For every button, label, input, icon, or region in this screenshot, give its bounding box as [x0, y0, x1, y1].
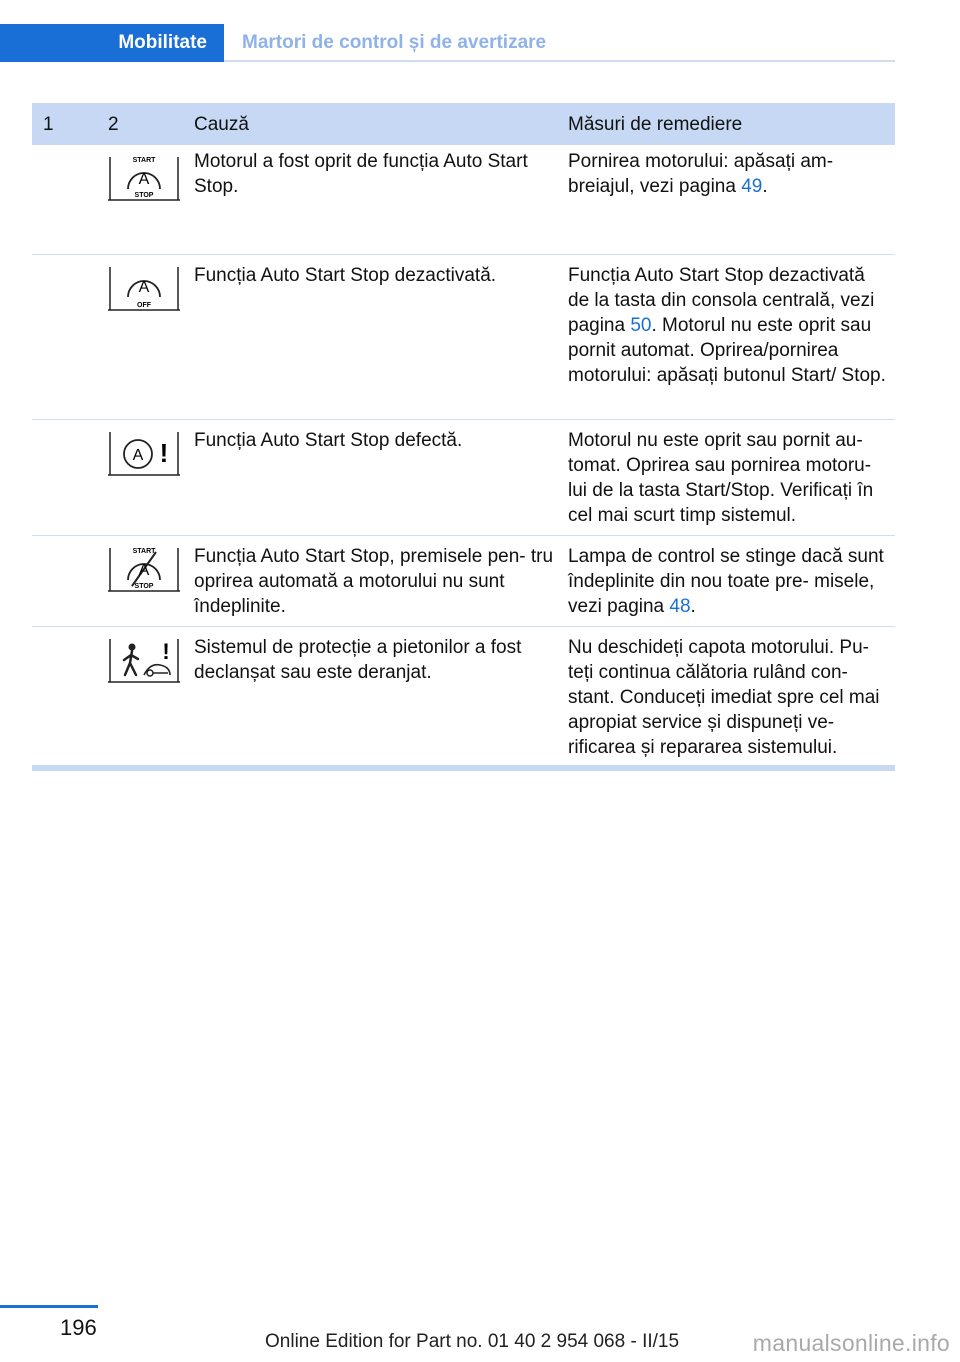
- page-number-rule: [0, 1305, 98, 1308]
- cause-text: Sistemul de protecție a pietonilor a fost declanșat sau este deranjat.: [194, 637, 522, 683]
- svg-text:A: A: [138, 279, 150, 296]
- auto-start-stop-fault-icon: [108, 428, 180, 476]
- page-header: [0, 24, 895, 62]
- table-row: [32, 536, 895, 627]
- svg-text:A: A: [138, 562, 150, 579]
- auto-start-stop-off-icon: [108, 263, 180, 311]
- svg-text:A: A: [132, 447, 144, 464]
- cause-text: Funcția Auto Start Stop dezactivată.: [194, 265, 497, 286]
- svg-text:!: !: [162, 639, 170, 664]
- col-header-1: 1: [43, 114, 54, 135]
- table-row: [32, 145, 895, 255]
- page-link[interactable]: 49: [741, 176, 763, 197]
- cause-text: Motorul a fost oprit de funcția Auto Start Stop.: [194, 151, 528, 197]
- svg-text:OFF: OFF: [137, 302, 151, 309]
- page-link[interactable]: 48: [669, 596, 691, 617]
- remedy-text: Funcția Auto Start Stop dezactivată de la tasta din consola centrală, vezi pagina 50. Motorul nu este oprit sau pornit automat. Oprirea/pornirea motorului: apăsați butonul Start/ Stop.: [568, 265, 886, 386]
- remedy-text: Nu deschideți capota motorului. Pu‐ teți continua călătoria rulând con‐ stant. Conduceți imediat spre cel mai apropiat service și dispuneți ve‐ rificarea și repararea sistemului.: [568, 637, 880, 758]
- pedestrian-protection-icon: [108, 635, 180, 683]
- auto-start-stop-icon: [108, 153, 180, 201]
- col-header-cause: Cauză: [194, 114, 249, 135]
- remedy-text: Lampa de control se stinge dacă sunt îndeplinite din nou toate pre‐ misele, vezi pagina 48.: [568, 546, 884, 617]
- cause-text: Funcția Auto Start Stop, premisele pen‐ tru oprirea automată a motorului nu sunt îndeplinite.: [194, 546, 554, 617]
- table-row: [32, 627, 895, 765]
- auto-start-stop-crossed-icon: [108, 544, 180, 592]
- cause-text: Funcția Auto Start Stop defectă.: [194, 430, 463, 451]
- page-number: 196: [60, 1315, 97, 1340]
- table-row: [32, 255, 895, 420]
- table-header: [32, 103, 895, 145]
- svg-text:START: START: [132, 548, 156, 555]
- watermark: manualsonline.info: [752, 1330, 950, 1356]
- svg-text:!: !: [159, 438, 169, 468]
- table-end-rule: [32, 765, 895, 771]
- svg-text:STOP: STOP: [134, 192, 154, 199]
- page-link[interactable]: 50: [630, 315, 652, 336]
- section-tab[interactable]: Mobilitate: [0, 24, 224, 62]
- col-header-remedy: Măsuri de remediere: [568, 114, 743, 135]
- table-row: [32, 420, 895, 536]
- svg-text:STOP: STOP: [134, 583, 154, 590]
- col-header-2: 2: [108, 114, 119, 135]
- chapter-title[interactable]: Martori de control și de avertizare: [242, 32, 547, 53]
- svg-text:START: START: [132, 157, 156, 164]
- svg-text:A: A: [138, 171, 150, 188]
- header-rule: [224, 60, 895, 62]
- edition-footer: Online Edition for Part no. 01 40 2 954 068 - II/15: [265, 1331, 680, 1352]
- warning-lights-table: [32, 103, 895, 771]
- remedy-text: Motorul nu este oprit sau pornit au‐ tomat. Oprirea sau pornirea motoru‐ lui de la tasta Start/Stop. Verificați în cel mai scurt timp sistemul.: [568, 430, 874, 526]
- remedy-text: Pornirea motorului: apăsați am‐ breiajul, vezi pagina 49.: [568, 151, 834, 197]
